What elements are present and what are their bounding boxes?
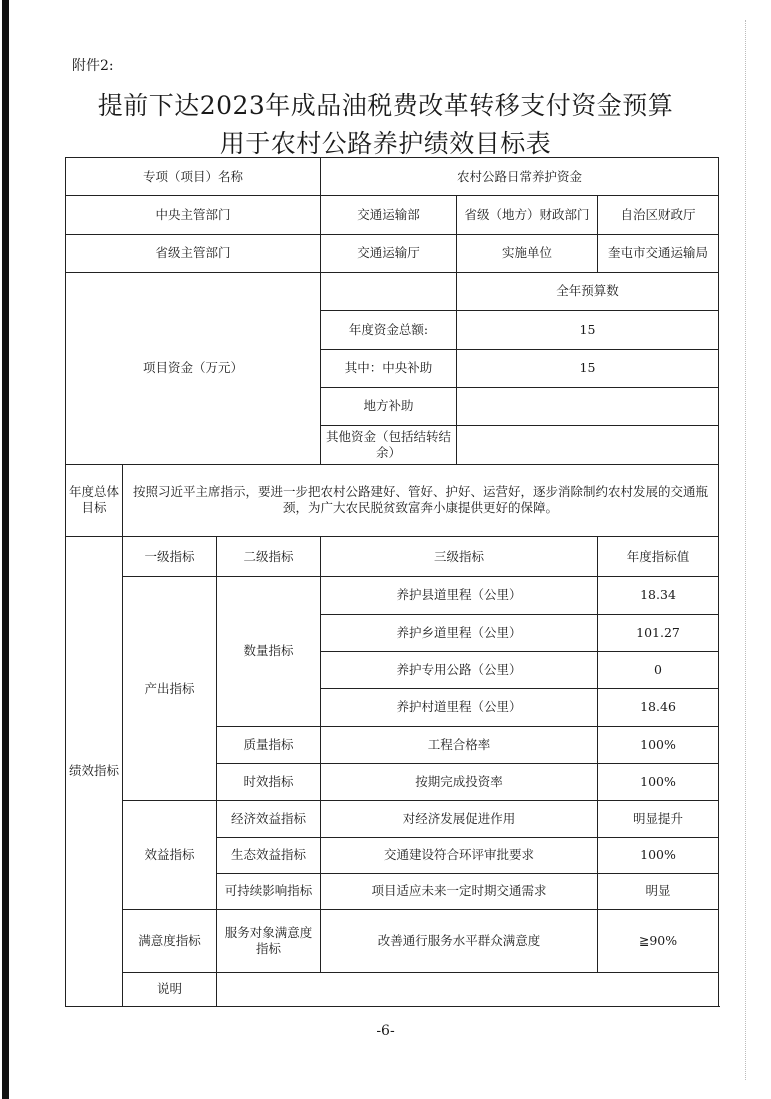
effect-row-value: 100% xyxy=(598,837,719,873)
funds-row-label: 其他资金（包括结转结余） xyxy=(321,426,457,464)
funds-row-label: 其中：中央补助 xyxy=(321,349,457,387)
document-title-line1: 提前下达2023年成品油税费改革转移支付资金预算 xyxy=(97,91,674,120)
timeliness-indicator-label: 时效指标 xyxy=(217,763,321,800)
satisfaction-name: 改善通行服务水平群众满意度 xyxy=(321,910,598,973)
note-content xyxy=(217,972,719,1006)
header-value: 年度指标值 xyxy=(598,537,719,577)
project-name-label: 专项（项目）名称 xyxy=(66,158,321,196)
effect-row-name: 对经济发展促进作用 xyxy=(321,801,598,837)
funds-row-label: 地方补助 xyxy=(321,387,457,425)
quality-indicator-name: 工程合格率 xyxy=(321,726,598,763)
indicators-section-label: 绩效指标 xyxy=(66,537,123,1007)
scan-edge-noise xyxy=(745,20,771,1080)
funds-label: 项目资金（万元） xyxy=(66,272,321,464)
funds-row-value: 15 xyxy=(457,349,719,387)
performance-target-table xyxy=(65,157,719,1007)
effect-row-name: 交通建设符合环评审批要求 xyxy=(321,837,598,873)
satisfaction-indicator-label: 满意度指标 xyxy=(123,910,217,973)
header-level2: 二级指标 xyxy=(217,537,321,577)
effect-row-level2: 生态效益指标 xyxy=(217,837,321,873)
output-indicator-label: 产出指标 xyxy=(123,577,217,801)
quantity-row-name: 养护专用公路（公里） xyxy=(321,652,598,689)
annual-goal-label: 年度总体目标 xyxy=(66,464,123,537)
attachment-label: 附件2: xyxy=(72,58,114,74)
funds-row-value xyxy=(457,387,719,425)
timeliness-indicator-name: 按期完成投资率 xyxy=(321,763,598,800)
effect-row-name: 项目适应未来一定时期交通需求 xyxy=(321,873,598,909)
central-dept-label: 中央主管部门 xyxy=(66,196,321,234)
scan-edge-mark xyxy=(2,0,9,1099)
quantity-row-name: 养护村道里程（公里） xyxy=(321,689,598,726)
quality-indicator-label: 质量指标 xyxy=(217,726,321,763)
prov-dept-value: 交通运输厅 xyxy=(321,234,457,272)
document-title-line2: 用于农村公路养护绩效目标表 xyxy=(219,129,552,158)
impl-unit-label: 实施单位 xyxy=(457,234,598,272)
funds-row-label: 年度资金总额: xyxy=(321,311,457,349)
effect-row-value: 明显提升 xyxy=(598,801,719,837)
annual-goal-text: 按照习近平主席指示，要进一步把农村公路建好、管好、护好、运营好，逐步消除制约农村发展的交通瓶颈，为广大农民脱贫致富奔小康提供更好的保障。 xyxy=(123,464,719,537)
funds-row-value: 15 xyxy=(457,311,719,349)
page-number: -6- xyxy=(376,1023,395,1039)
budget-header: 全年预算数 xyxy=(457,272,719,310)
header-level1: 一级指标 xyxy=(123,537,217,577)
quantity-row-value: 0 xyxy=(598,652,719,689)
quantity-indicator-label: 数量指标 xyxy=(217,577,321,726)
impl-unit-value: 奎屯市交通运输局 xyxy=(598,234,719,272)
quality-indicator-value: 100% xyxy=(598,726,719,763)
timeliness-indicator-value: 100% xyxy=(598,763,719,800)
quantity-row-value: 101.27 xyxy=(598,614,719,651)
effect-row-value: 明显 xyxy=(598,873,719,909)
prov-finance-value: 自治区财政厅 xyxy=(598,196,719,234)
note-label: 说明 xyxy=(123,972,217,1006)
header-level3: 三级指标 xyxy=(321,537,598,577)
prov-finance-label: 省级（地方）财政部门 xyxy=(457,196,598,234)
quantity-row-name: 养护县道里程（公里） xyxy=(321,577,598,614)
central-dept-value: 交通运输部 xyxy=(321,196,457,234)
quantity-row-value: 18.46 xyxy=(598,689,719,726)
project-name-value: 农村公路日常养护资金 xyxy=(321,158,719,196)
quantity-row-value: 18.34 xyxy=(598,577,719,614)
funds-row-value xyxy=(457,426,719,464)
prov-dept-label: 省级主管部门 xyxy=(66,234,321,272)
satisfaction-value: ≧90% xyxy=(598,910,719,973)
quantity-row-name: 养护乡道里程（公里） xyxy=(321,614,598,651)
funds-blank-cell xyxy=(321,272,457,310)
satisfaction-level2: 服务对象满意度指标 xyxy=(217,910,321,973)
effect-row-level2: 经济效益指标 xyxy=(217,801,321,837)
effect-indicator-label: 效益指标 xyxy=(123,801,217,910)
effect-row-level2: 可持续影响指标 xyxy=(217,873,321,909)
